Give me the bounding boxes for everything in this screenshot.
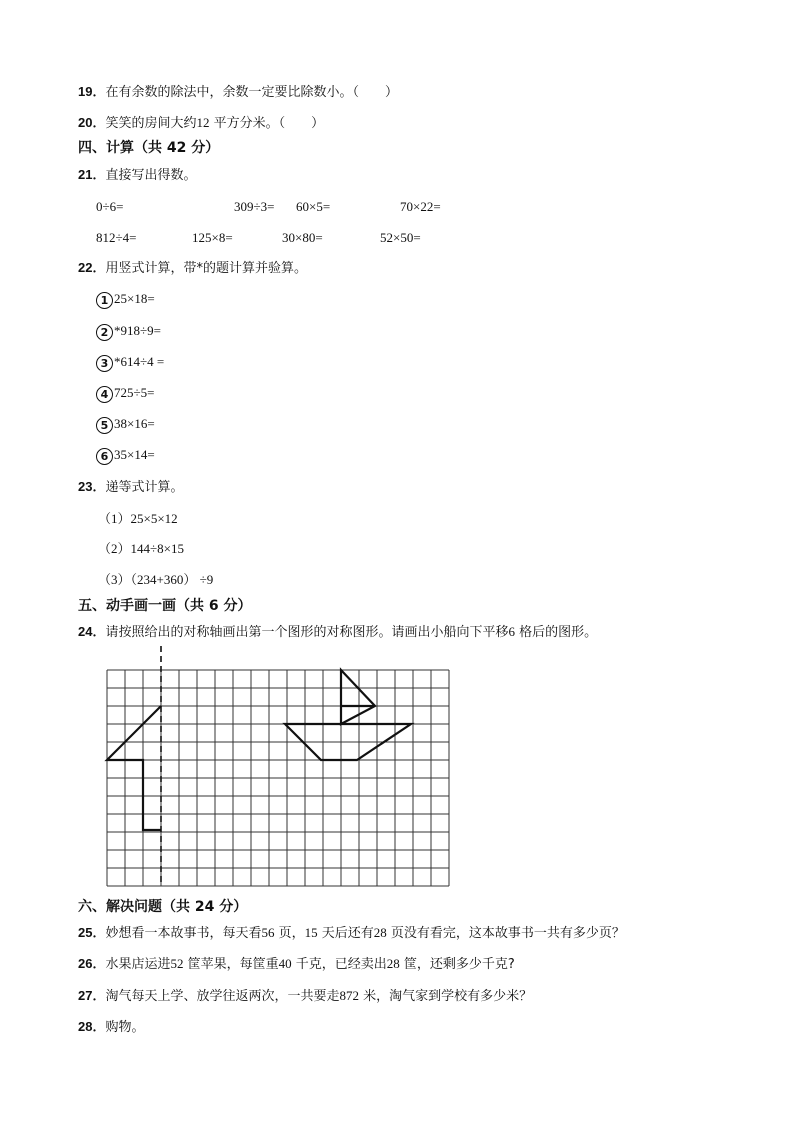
question-text: 水果店运进 xyxy=(105,957,171,972)
question-number: 19． xyxy=(78,84,106,99)
question-number: 27． xyxy=(78,988,106,1003)
question-text: 递等式计算。 xyxy=(105,480,184,495)
question-text: 天后还有 xyxy=(317,926,374,941)
question-text: 用竖式计算，带*的题计算并验算。 xyxy=(105,261,307,276)
step-calc-item: （1）25×5×12 xyxy=(98,511,178,526)
oral-calc-item: 70×22= xyxy=(400,199,441,214)
question-number: 25． xyxy=(78,925,106,940)
question-text: 平方分米。（ ） xyxy=(209,116,325,131)
section-heading-6: 六、解决问题（共 24 分） xyxy=(78,899,248,915)
question-text: 页没有看完，这本故事书一共有多少页？ xyxy=(386,926,625,941)
question-text: 购物。 xyxy=(105,1020,145,1035)
area-value: 12 xyxy=(196,115,210,130)
question-number: 24． xyxy=(78,624,106,639)
question-text: 妙想看一本故事书，每天看 xyxy=(105,926,262,941)
oral-calc-item: 309÷3= xyxy=(234,199,275,214)
question-text: 直接写出得数。 xyxy=(105,168,197,183)
calc-expression: 35×14= xyxy=(114,447,155,462)
question-text: 在有余数的除法中，余数一定要比除数小。（ ） xyxy=(105,85,398,100)
circled-number-icon: 1 xyxy=(96,292,113,309)
oral-calc-item: 125×8= xyxy=(192,230,233,245)
question-number: 21． xyxy=(78,167,106,182)
question-text: 请按照给出的对称轴画出第一个图形的对称图形。请画出小船向下平移 xyxy=(105,625,509,640)
calc-expression: 725÷5= xyxy=(114,385,155,400)
question-text: 淘气每天上学、放学往返两次，一共要走 xyxy=(105,989,340,1004)
sold-value: 28 xyxy=(386,956,400,971)
question-number: 26． xyxy=(78,956,106,971)
question-text: 筐，还剩多少千克? xyxy=(399,957,515,972)
question-text: 筐苹果，每筐重 xyxy=(183,957,279,972)
section-heading-5: 五、动手画一画（共 6 分） xyxy=(78,598,252,614)
half-figure-shape xyxy=(107,706,161,830)
question-28 xyxy=(78,1018,144,1037)
step-calc-item: （2）144÷8×15 xyxy=(98,541,184,556)
circled-number-icon: 6 xyxy=(96,448,113,465)
calc-expression: *614÷4 = xyxy=(114,354,165,369)
calc-expression: 38×16= xyxy=(114,416,155,431)
shift-value: 6 xyxy=(508,624,515,639)
pages-left: 28 xyxy=(373,925,387,940)
oral-calc-item: 52×50= xyxy=(380,230,421,245)
boat-sail-shape xyxy=(341,670,375,724)
circled-number-icon: 3 xyxy=(96,355,113,372)
distance-value: 872 xyxy=(339,988,359,1003)
question-26 xyxy=(78,955,515,974)
weight-value: 40 xyxy=(278,956,292,971)
step-calc-item: （3）（234+360） ÷9 xyxy=(98,572,214,587)
question-text: 页， xyxy=(274,926,305,941)
days-value: 15 xyxy=(304,925,318,940)
oral-calc-item: 30×80= xyxy=(282,230,323,245)
circled-number-icon: 4 xyxy=(96,386,113,403)
pages-per-day: 56 xyxy=(261,925,275,940)
section-heading-4: 四、计算（共 42 分） xyxy=(78,140,220,156)
baskets-value: 52 xyxy=(170,956,184,971)
question-text: 格后的图形。 xyxy=(514,625,598,640)
question-number: 23． xyxy=(78,479,106,494)
calc-expression: *918÷9= xyxy=(114,323,161,338)
question-text: 笑笑的房间大约 xyxy=(105,116,197,131)
oral-calc-item: 812÷4= xyxy=(96,230,137,245)
question-number: 28． xyxy=(78,1019,106,1034)
question-25 xyxy=(78,924,625,943)
question-text: 米，淘气家到学校有多少米？ xyxy=(358,989,533,1004)
circled-number-icon: 5 xyxy=(96,417,113,434)
question-number: 20． xyxy=(78,115,106,130)
question-27 xyxy=(78,987,532,1006)
square-grid xyxy=(107,670,449,886)
circled-number-icon: 2 xyxy=(96,324,113,341)
oral-calc-item: 60×5= xyxy=(296,199,331,214)
calc-expression: 25×18= xyxy=(114,291,155,306)
question-number: 22． xyxy=(78,260,106,275)
oral-calc-item: 0÷6= xyxy=(96,199,124,214)
question-text: 千克，已经卖出 xyxy=(291,957,387,972)
